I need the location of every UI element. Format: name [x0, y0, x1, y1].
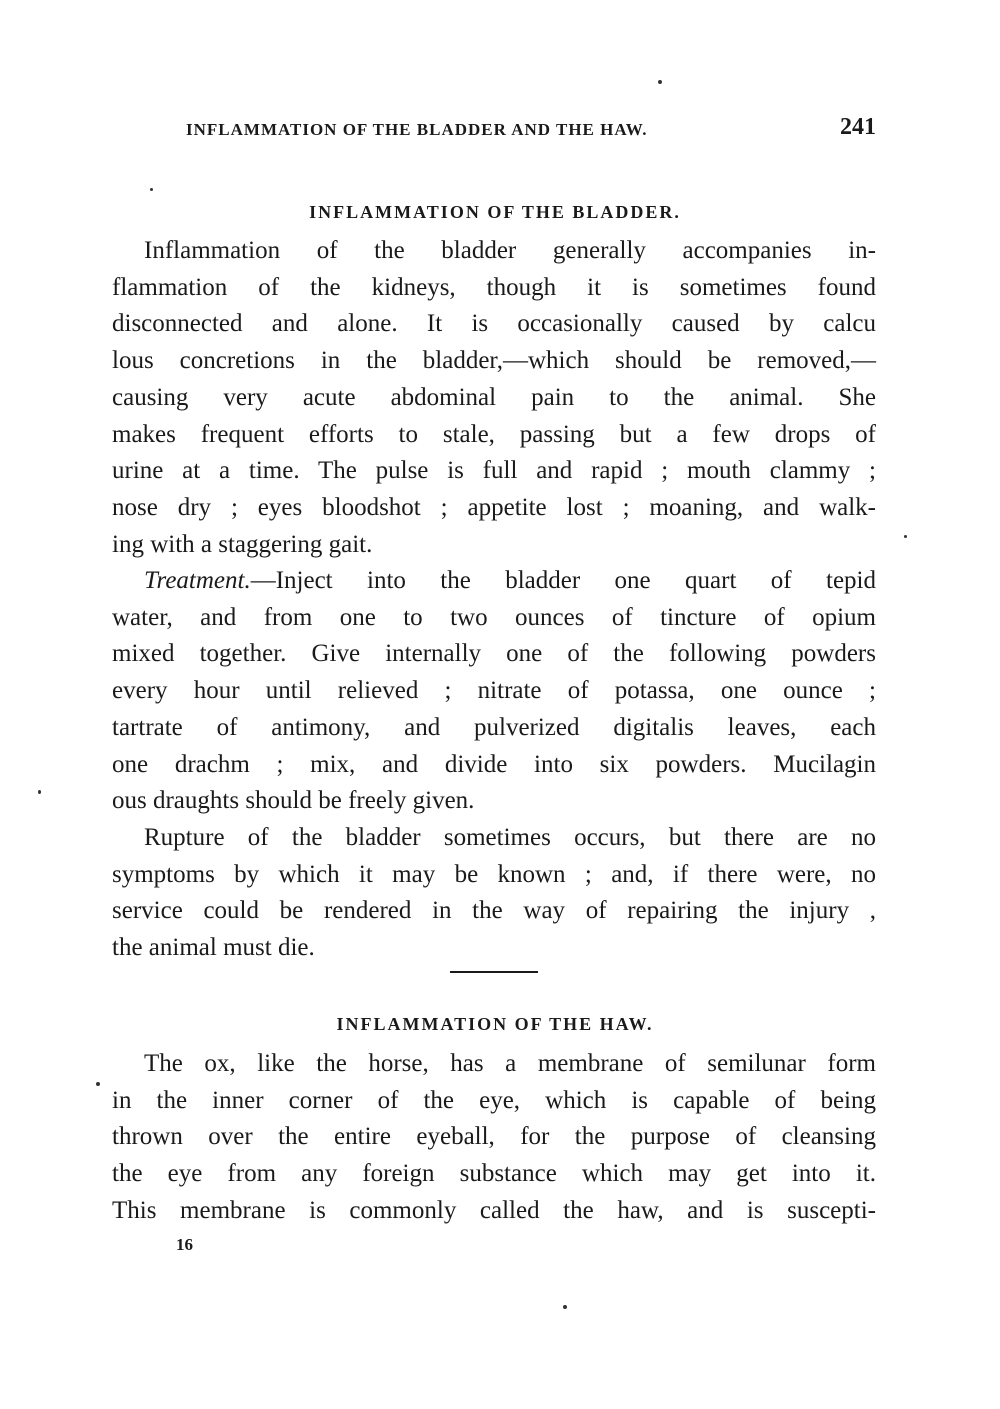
- running-title: INFLAMMATION OF THE BLADDER AND THE HAW.: [186, 120, 648, 139]
- text-line: ous draughts should be freely given.: [112, 787, 475, 815]
- text-line: flammation of the kidneys, though it is sometimes found: [112, 273, 876, 301]
- text-line: every hour until relieved ; nitrate of potassa, one ounce ;: [112, 677, 876, 705]
- text-line: in the inner corner of the eye, which is capable of being: [112, 1086, 876, 1114]
- text-line: makes frequent efforts to stale, passing but a few drops of: [112, 420, 876, 448]
- text-line: lous concretions in the bladder,—which should be removed,—: [112, 347, 876, 375]
- treatment-line-text: —Inject into the bladder one quart of tepid: [250, 567, 876, 594]
- text-line: urine at a time. The pulse is full and rapid ; mouth clammy ;: [112, 457, 876, 485]
- running-head: [186, 114, 876, 146]
- paragraph-treatment: [112, 563, 876, 820]
- text-line: the eye from any foreign substance which may get into it.: [112, 1160, 876, 1188]
- text-line: causing very acute abdominal pain to the animal. She: [112, 383, 876, 411]
- text-line: The ox, like the horse, has a membrane of semilunar form: [144, 1050, 876, 1077]
- treatment-label: Treatment.: [144, 567, 251, 594]
- paragraph-bladder-symptoms: [112, 233, 876, 563]
- text-line: Rupture of the bladder sometimes occurs, but there are no: [144, 824, 876, 851]
- scan-speck: [38, 790, 41, 794]
- section-divider: [450, 971, 538, 973]
- text-line: the animal must die.: [112, 934, 315, 962]
- text-line: water, and from one to two ounces of tincture of opium: [112, 603, 876, 631]
- text-line: nose dry ; eyes bloodshot ; appetite lost ; moaning, and walk-: [112, 493, 876, 521]
- scan-speck: [96, 1082, 100, 1086]
- page-number: 241: [840, 114, 876, 140]
- scan-speck: [563, 1305, 567, 1309]
- section-heading-haw: INFLAMMATION OF THE HAW.: [336, 1014, 654, 1034]
- text-line: service could be rendered in the way of repairing the injury ,: [112, 897, 876, 925]
- text-line: ing with a staggering gait.: [112, 530, 373, 558]
- signature-mark: 16: [176, 1235, 193, 1254]
- paragraph-rupture: [112, 820, 876, 967]
- text-line: mixed together. Give internally one of the following powders: [112, 640, 876, 668]
- text-line: Inflammation of the bladder generally accompanies in-: [144, 237, 876, 264]
- section-heading-bladder: INFLAMMATION OF THE BLADDER.: [309, 202, 681, 222]
- paragraph-haw: [112, 1046, 876, 1230]
- text-line: one drachm ; mix, and divide into six powders. Mucilagin: [112, 750, 876, 778]
- text-line: This membrane is commonly called the haw, and is suscepti-: [112, 1196, 876, 1224]
- scan-speck: [904, 535, 907, 538]
- text-line: thrown over the entire eyeball, for the purpose of cleansing: [112, 1123, 876, 1151]
- text-line: disconnected and alone. It is occasionally caused by calcu: [112, 310, 876, 338]
- text-line: [112, 563, 876, 600]
- text-line: symptoms by which it may be known ; and, if there were, no: [112, 860, 876, 888]
- scan-speck: [658, 80, 662, 84]
- scan-speck: [150, 188, 153, 191]
- text-line: tartrate of antimony, and pulverized digitalis leaves, each: [112, 713, 876, 741]
